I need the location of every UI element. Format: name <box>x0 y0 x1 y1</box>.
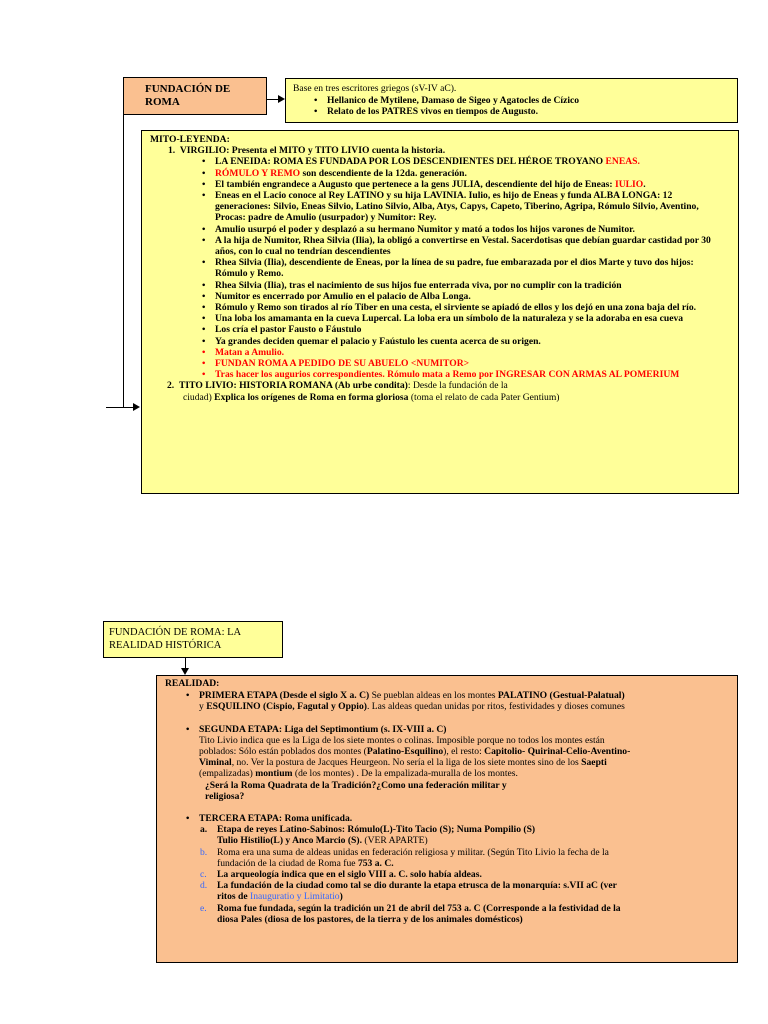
myth-item: • Los cría el pastor Fausto o Fáustulo <box>215 324 728 335</box>
arrow-down-icon <box>181 668 189 675</box>
connector-line <box>106 407 134 408</box>
sources-box <box>285 78 738 123</box>
title-line-2: REALIDAD HISTÓRICA <box>109 640 222 651</box>
list-number: 1. <box>168 145 176 157</box>
sources-intro: Base en tres escritores griegos (sV-IV aC). <box>293 83 457 94</box>
myth-item: • El también engrandece a Augusto que pertenece a la gens JULIA, descendiente del hijo de Eneas: IULIO. <box>215 179 728 190</box>
myth-item: • Ya grandes deciden quemar el palacio y Faústulo les cuenta acerca de su origen. <box>215 336 728 347</box>
source-item: • Hellanico de Mytilene, Damaso de Sigeo y Agatocles de Cízico <box>327 95 737 106</box>
connector-line <box>123 115 124 407</box>
arrow-right-icon <box>278 95 285 103</box>
stage-item: • TERCERA ETAPA: Roma unificada. a. Etapa de reyes Latino-Sabinos: Rómulo(L)-Tito Tacio (S); Numa Pompilio (S) Tulio Histilio(L) y Anco Marcio (S). (VER APARTE) b. Roma era una suma de aldeas unidas en federación religiosa y militar. (Según Tito Livio la fecha de la fundación de la ciudad de Roma fue 753 a. C. c. La arqueología indica que en el siglo VIII a. C. solo había aldeas. d. La fundación de la ciudad como tal se dio durante la etapa etrusca de la monarquía: s.VII aC (ver ritos de Inauguratio y Limitatio) e. Roma fue fundada, según la tradición un 21 de abril del 753 a. C (Corresponde a la festividad de la diosa Pales (diosa de los pastores, de la tierra y de los animales domésticos) <box>199 813 729 925</box>
reality-box <box>156 675 738 963</box>
title-box-realidad <box>103 621 283 658</box>
title-box-fundacion <box>123 77 267 115</box>
myth-item: • Numitor es encerrado por Amulio en el palacio de Alba Longa. <box>215 291 728 302</box>
livio-text: : Desde la fundación de la <box>407 380 508 392</box>
arrow-right-icon <box>133 403 140 411</box>
myth-item: • FUNDAN ROMA A PEDIDO DE SU ABUELO <NUMITOR> <box>215 358 728 369</box>
livio-text: (toma el relato de cada Pater Gentium) <box>408 391 560 403</box>
source-item: • Relato de los PATRES vivos en tiempos de Augusto. <box>327 106 737 117</box>
myth-item: • Rhea Silvia (Ilia), tras el nacimiento de sus hijos fue enterrada viva, por no cumplir con la tradición <box>215 280 728 291</box>
livio-bold: Explica los orígenes de Roma en forma gloriosa <box>214 391 409 403</box>
myth-item: • Matan a Amulio. <box>215 347 728 358</box>
stage-item: • SEGUNDA ETAPA: Liga del Septimontium (s. IX-VIII a. C) Tito Livio indica que es la Liga de los siete montes o colinas. Imposible porque no todos los montes están poblados: Sólo están poblados dos montes (Palatino-Esquilino), el resto: Capitolio- Quirinal-Celio-Aventino- Viminal, no. Ver la postura de Jacques Heurgeon. No sería el la liga de los siete montes sino de los Saepti (empalizadas) montium (de los montes) . De la empalizada-muralla de los montes. ¿Será la Roma Quadrata de la Tradición?¿Como una federación militar y religiosa? <box>199 724 729 802</box>
stage3-subitem: c. La arqueología indica que en el siglo VIII a. C. solo había aldeas. <box>200 869 482 881</box>
livio-text: ciudad) <box>183 391 215 403</box>
title-line-1: FUNDACIÓN DE <box>145 83 231 95</box>
myth-heading: MITO-LEYENDA: <box>150 134 230 145</box>
stage-item: • PRIMERA ETAPA (Desde el siglo X a. C) Se pueblan aldeas en los montes PALATINO (Gestual-Palatual) y ESQUILINO (Cispio, Fagutal y Oppio). Las aldeas quedan unidas por ritos, festividades y dioses comunes <box>199 690 729 712</box>
myth-item: • Rhea Silvia (Ilia), descendiente de Eneas, por la línea de su padre, fue embarazada por el dios Marte y tuvo dos hijos: Rómulo y Remo. <box>215 257 728 279</box>
livio-bold: TITO LIVIO: HISTORIA ROMANA (Ab urbe condita) <box>179 380 408 392</box>
myth-item: • LA ENEIDA: ROMA ES FUNDADA POR LOS DESCENDIENTES DEL HÉROE TROYANO ENEAS. <box>215 156 728 167</box>
stage3-subitem: d. La fundación de la ciudad como tal se dio durante la etapa etrusca de la monarquía: s.VII aC (ver ritos de Inauguratio y Limitatio) <box>200 880 617 903</box>
inauguratio-link: Inauguratio y Limitatio <box>250 891 340 903</box>
myth-item: • Una loba los amamanta en la cueva Lupercal. La loba era un símbolo de la naturaleza y se la adoraba en esa cueva <box>215 313 728 324</box>
myth-item: • Amulio usurpó el poder y desplazó a su hermano Numitor y mató a todos los hijos varones de Numitor. <box>215 224 728 235</box>
list-number: 2. <box>167 380 175 392</box>
title-line-2: ROMA <box>145 96 180 108</box>
reality-heading: REALIDAD: <box>165 678 220 689</box>
myth-box <box>141 130 739 494</box>
myth-item: • A la hija de Numitor, Rhea Silvia (Ilia), la obligó a convertirse en Vestal. Sacerdotisas que debían guardar castidad por 30 años, con lo cual no tendrían descendientes <box>215 235 728 257</box>
stage3-subitem: e. Roma fue fundada, según la tradición un 21 de abril del 753 a. C (Corresponde a la festividad de la diosa Pales (diosa de los pastores, de la tierra y de los animales domésticos) <box>200 902 621 925</box>
myth-item: • Eneas en el Lacio conoce al Rey LATINO y su hija LAVINIA. Iulio, es hijo de Eneas y funda ALBA LONGA: 12 generaciones: Silvio, Eneas Silvio, Latino Silvio, Alba, Atys, Capys, Capeto, Tiberino, Agripa, Rómulo Silvio, Aventino, Procas: padre de Amulio (usurpador) y Numitor: Rey. <box>215 190 728 224</box>
virgilio-line: VIRGILIO: Presenta el MITO y TITO LIVIO cuenta la historia. <box>179 145 446 157</box>
title-line-1: FUNDACIÓN DE ROMA: LA <box>109 627 242 638</box>
myth-item: • RÓMULO Y REMO son descendiente de la 12da. generación. <box>215 168 728 179</box>
stage3-subitem: a. Etapa de reyes Latino-Sabinos: Rómulo(L)-Tito Tacio (S); Numa Pompilio (S) Tulio Histilio(L) y Anco Marcio (S). (VER APARTE) <box>200 824 536 847</box>
stage3-subitem: b. Roma era una suma de aldeas unidas en federación religiosa y militar. (Según Tito Livio la fecha de la fundación de la ciudad de Roma fue 753 a. C. <box>200 846 609 869</box>
myth-item: • Rómulo y Remo son tirados al río Tiber en una cesta, el sirviente se apiadó de ellos y los dejó en una zona baja del río. <box>215 302 728 313</box>
myth-item: • Tras hacer los augurios correspondientes. Rómulo mata a Remo por INGRESAR CON ARMAS AL POMERIUM <box>215 369 728 380</box>
